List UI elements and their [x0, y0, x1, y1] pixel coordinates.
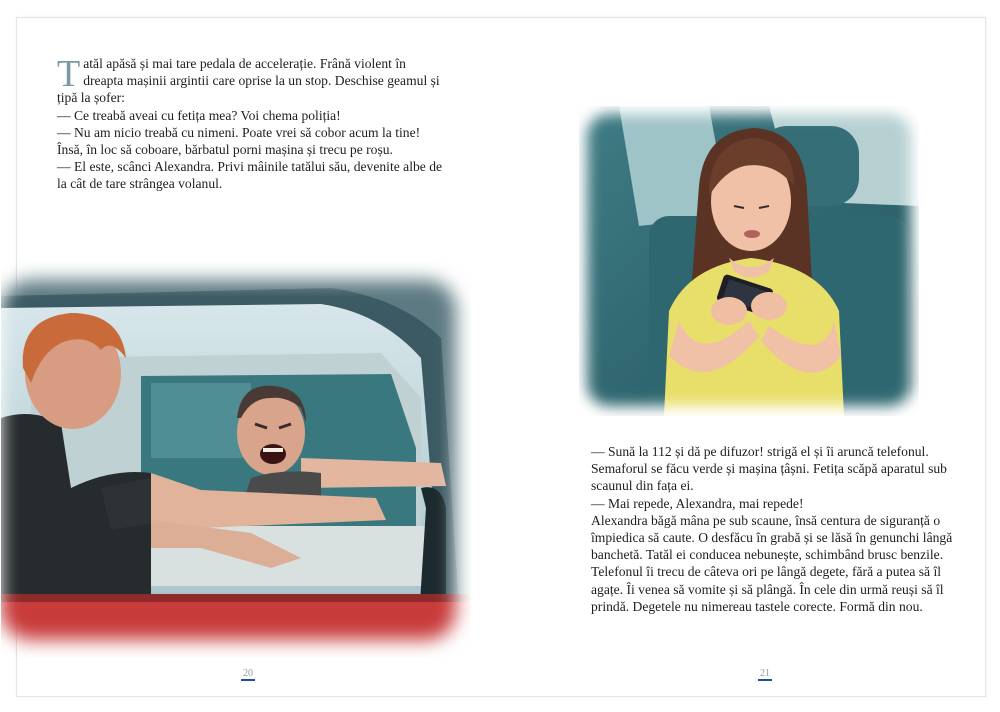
paragraph: — Mai repede, Alexandra, mai repede! [591, 495, 804, 511]
drop-cap: T [57, 53, 81, 95]
book-spread [16, 17, 986, 697]
illustration-angry-driver [1, 258, 471, 658]
paragraph: — Ce treabă aveai cu fetița mea? Voi chema poliția! [57, 107, 341, 123]
page-number: 21 [760, 668, 770, 679]
paragraph: — Nu am nicio treabă cu nimeni. Poate vrei să cobor acum la tine! [57, 124, 421, 140]
paragraph: — Sună la 112 și dă pe difuzor! strigă el și îi aruncă telefonul. Semaforul se făcu verde și mașina țâșni. Fetița scăpă aparatul sub scaunul din fața ei. [591, 444, 947, 494]
paragraph: — El este, scânci Alexandra. Privi mâinile tatălui său, devenite albe de la cât de tare strângea volanul. [57, 159, 443, 192]
page-number: 20 [243, 668, 253, 679]
paragraph: Însă, în loc să coboare, bărbatul porni mașina și trecu pe roșu. [57, 142, 393, 158]
right-page-text [591, 443, 961, 615]
paragraph: atăl apăsă și mai tare pedala de accelerație. Frână violent în dreapta mașinii argintii care oprise la un stop. Deschise geamul și țipă la șofer: [57, 56, 440, 106]
left-page-text [57, 55, 447, 193]
left-page [17, 18, 501, 696]
paragraph: Alexandra băgă mâna pe sub scaune, însă centura de siguranță o împiedica să caute. O desfăcu în grabă și se lăsă în genunchi lângă banchetă. Tatăl ei conducea nebunește, schimbând brusc benzile. Telefonul îi trecu de câteva ori pe lângă degete, fără a putea să îl agațe. Îi venea să vomite și să plângă. În cele din urmă reuși să îl prindă. Degetele nu nimereau tastele corecte. Formă din nou. [591, 512, 953, 614]
right-page [501, 18, 985, 696]
illustration-girl-with-phone [579, 106, 919, 416]
